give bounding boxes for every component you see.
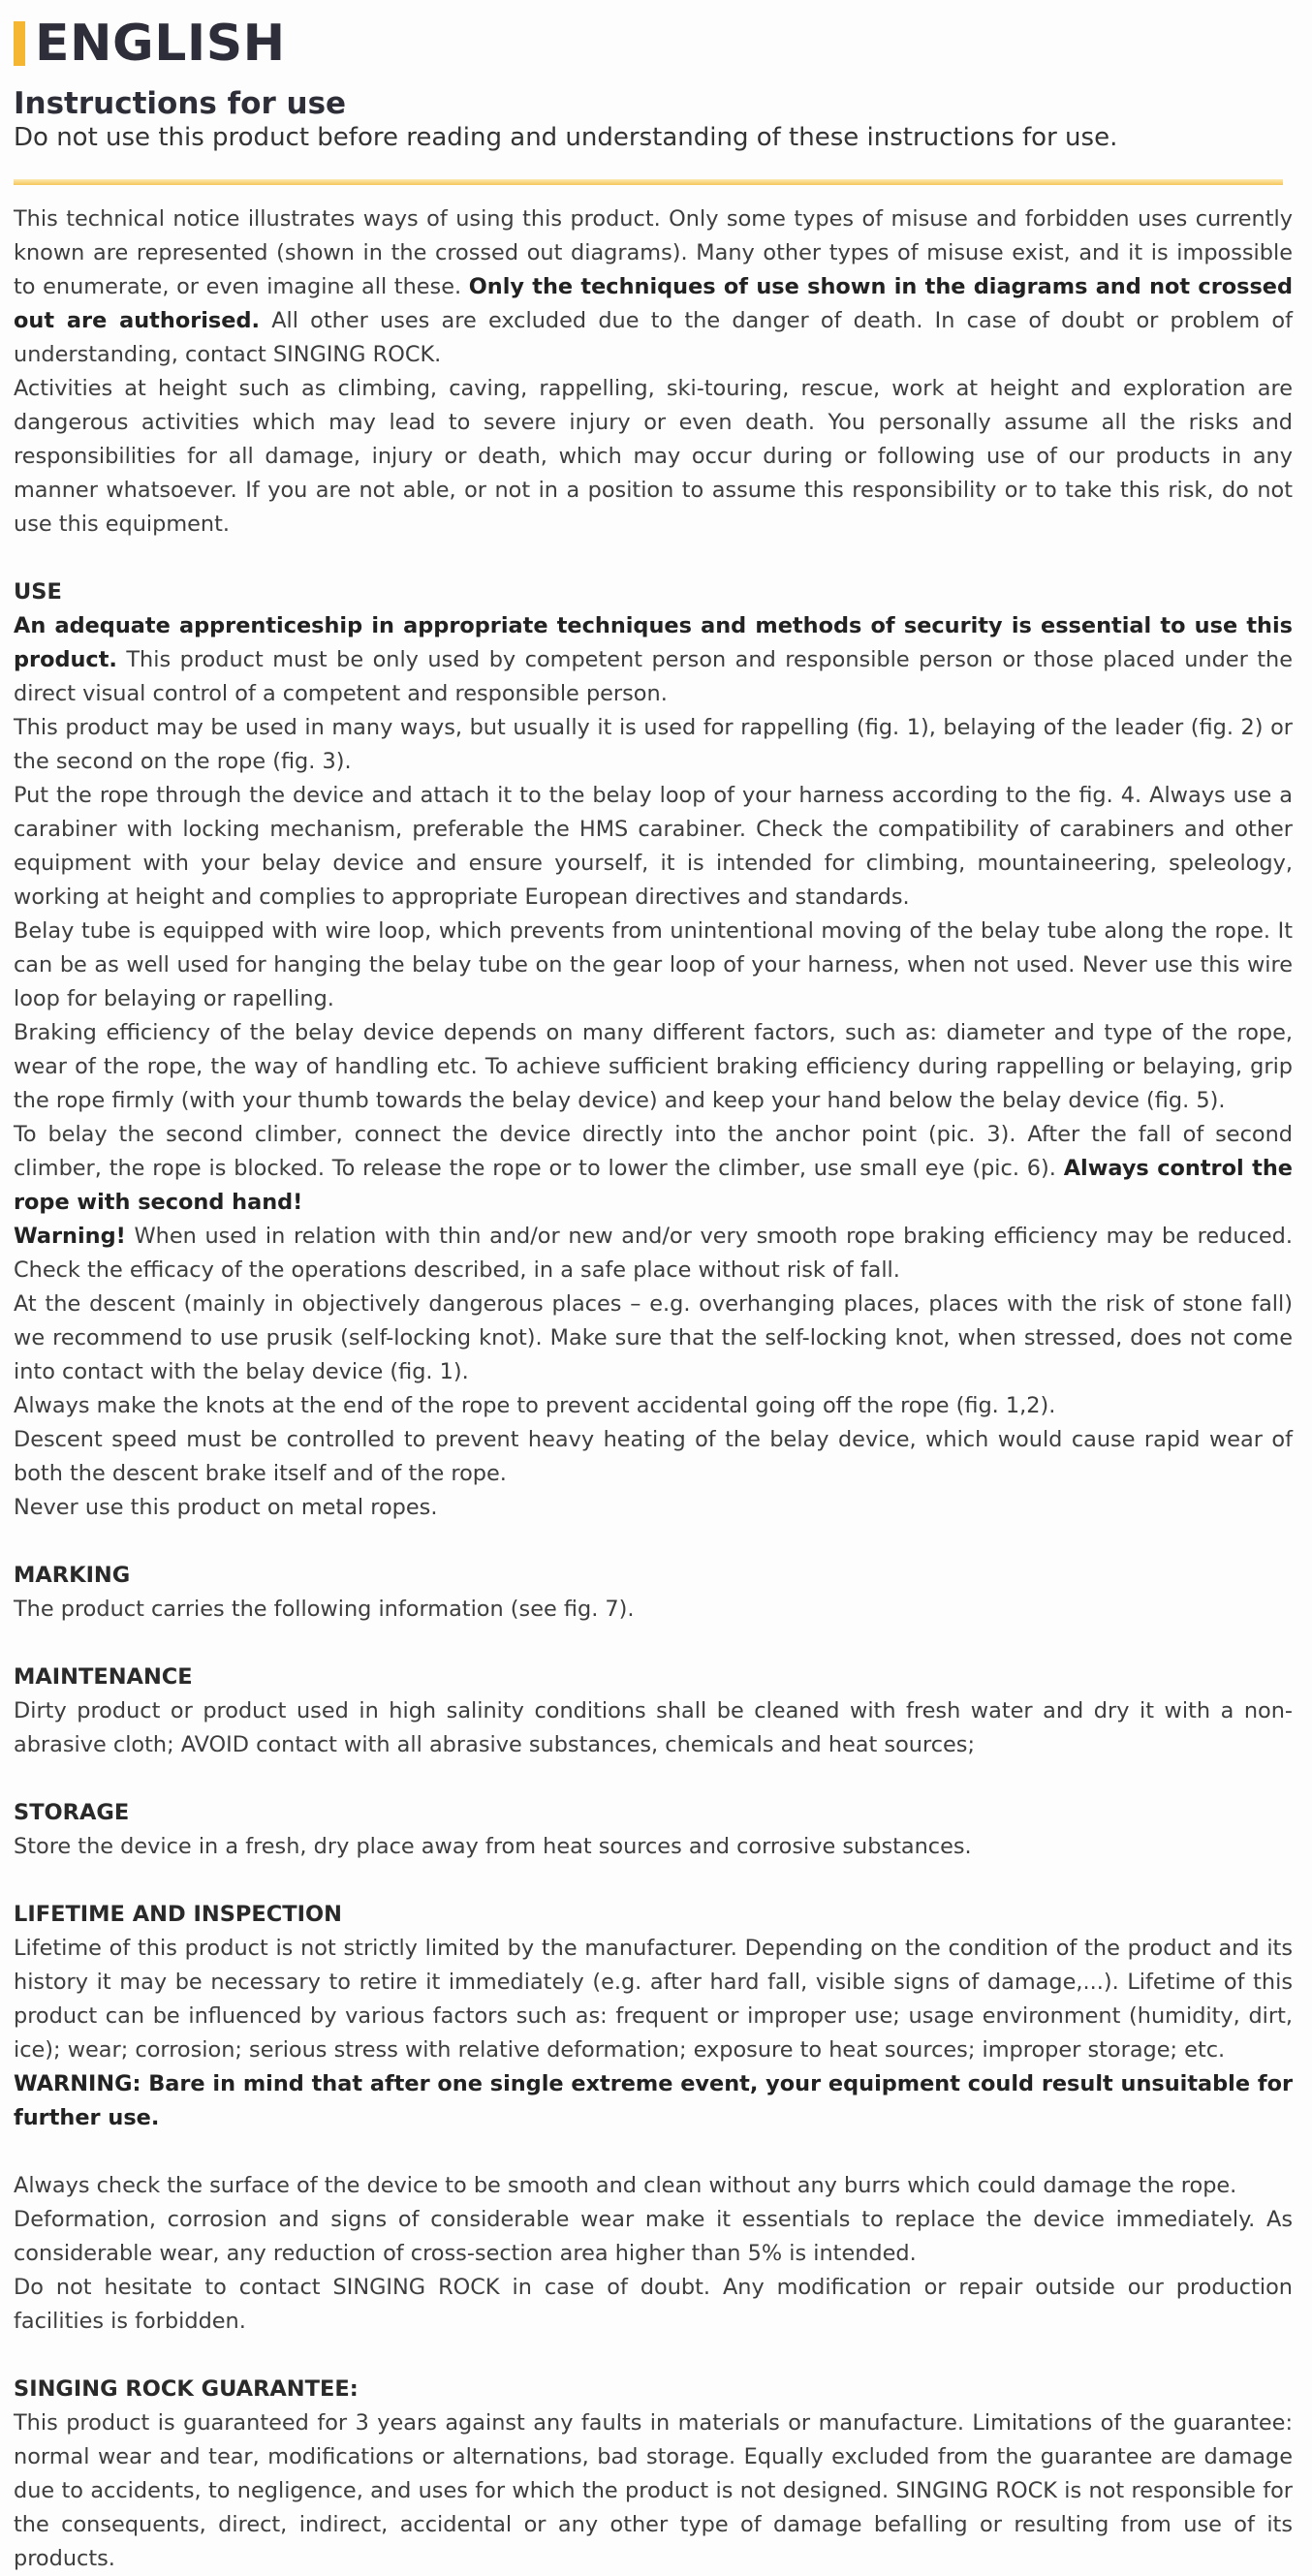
use-text-7: When used in relation with thin and/or new and/or very smooth rope braking efficiency may be reduced. Check the efficacy of the operations described, in a safe place without risk of fall. bbox=[14, 1223, 1293, 1283]
page-title: Instructions for use bbox=[14, 86, 347, 121]
guarantee-text: This product is guaranteed for 3 years against any faults in materials or manufacture. Limitations of the guarantee: normal wear and tear, modifications or alternations, bad storage. Equally excluded from the guarantee are damage due to accidents, to negligence, and uses for which the product is not designed. SINGING ROCK is not responsible for the consequents, direct, indirect, accidental or any other type of damage befalling or resulting from use of its products. bbox=[14, 2409, 1293, 2571]
intro-paragraph-2: Activities at height such as climbing, caving, rappelling, ski-touring, rescue, work at height and exploration are dangerous activities which may lead to severe injury or even death. You personally assume all the risks and responsibilities for all damage, injury or death, which may occur during or following use of our products in any manner whatsoever. If you are not able, or not in a position to assume this responsibility or to take this risk, do not use this equipment. bbox=[14, 375, 1293, 537]
lifetime-paragraph-3: Deformation, corrosion and signs of considerable wear make it essentials to replace the device immediately. As considerable wear, any reduction of cross-section area higher than 5% is intended. bbox=[14, 2206, 1293, 2266]
use-text: This product must be only used by competent person and responsible person or those placed under the direct visual control of a competent and responsible person. bbox=[14, 646, 1293, 706]
use-paragraph-1 bbox=[14, 609, 1293, 711]
storage-text: Store the device in a fresh, dry place away from heat sources and corrosive substances. bbox=[14, 1833, 972, 1859]
use-paragraph-2: This product may be used in many ways, but usually it is used for rappelling (fig. 1), belaying of the leader (fig. 2) or the second on the rope (fig. 3). bbox=[14, 714, 1293, 774]
use-paragraph-11: Never use this product on metal ropes. bbox=[14, 1494, 438, 1520]
lifetime-paragraph-1: Lifetime of this product is not strictly limited by the manufacturer. Depending on the condition of the product and its history it may be necessary to retire it immediately (e.g. after hard fall, visible signs of damage,...). Lifetime of this product can be influenced by various factors such as: frequent or improper use; usage environment (humidity, dirt, ice); wear; corrosion; serious stress with relative deformation; exposure to heat sources; improper storage; etc. bbox=[14, 1935, 1293, 2063]
use-paragraph-9: Always make the knots at the end of the rope to prevent accidental going off the rope (fig. 1,2). bbox=[14, 1392, 1056, 1418]
marking-text: The product carries the following information (see fig. 7). bbox=[14, 1596, 635, 1622]
use-paragraph-3: Put the rope through the device and attach it to the belay loop of your harness according to the fig. 4. Always use a carabiner with locking mechanism, preferable the HMS carabiner. Check the compatibility of carabiners and other equipment with your belay device and ensure yourself, it is intended for climbing, mountaineering, speleology, working at height and complies to appropriate European directives and standards. bbox=[14, 782, 1293, 910]
maintenance-text: Dirty product or product used in high salinity conditions shall be cleaned with fresh water and dry it with a non-abrasive cloth; AVOID contact with all abrasive substances, chemicals and heat sources; bbox=[14, 1697, 1293, 1757]
use-paragraph-8: At the descent (mainly in objectively dangerous places – e.g. overhanging places, places with the risk of stone fall) we recommend to use prusik (self-locking knot). Make sure that the self-locking knot, when stressed, does not come into contact with the belay device (fig. 1). bbox=[14, 1290, 1293, 1384]
intro-text-cont: All other uses are excluded due to the danger of death. In case of doubt or problem of understanding, contact SINGING ROCK. bbox=[14, 307, 1293, 367]
header-divider bbox=[14, 179, 1283, 185]
lifetime-warning-text: WARNING: Bare in mind that after one single extreme event, your equipment could result unsuitable for further use. bbox=[14, 2070, 1293, 2130]
warning-label: Warning! bbox=[14, 1223, 126, 1249]
intro-text: This technical notice illustrates ways of using this product. Only some types of misuse and forbidden uses currently known are represented (shown in the crossed out diagrams). Many other types of misuse exist, and it is impossible to enumerate, or even imagine all these. bbox=[14, 205, 1293, 299]
use-paragraph-6 bbox=[14, 1118, 1293, 1220]
document-body bbox=[14, 202, 1293, 2576]
use-paragraph-7 bbox=[14, 1220, 1293, 1288]
use-paragraph-4: Belay tube is equipped with wire loop, which prevents from unintentional moving of the belay tube along the rope. It can be as well used for hanging the belay tube on the gear loop of your harness, when not used. Never use this wire loop for belaying or rapelling. bbox=[14, 917, 1293, 1011]
lifetime-paragraph-4: Do not hesitate to contact SINGING ROCK in case of doubt. Any modification or repair outside our production facilities is forbidden. bbox=[14, 2274, 1293, 2334]
intro-paragraph-1 bbox=[14, 202, 1293, 372]
lifetime-paragraph-2: Always check the surface of the device to be smooth and clean without any burrs which could damage the rope. bbox=[14, 2172, 1237, 2198]
section-heading-guarantee: SINGING ROCK GUARANTEE: bbox=[14, 2375, 359, 2402]
section-heading-use: USE bbox=[14, 578, 62, 605]
section-heading-maintenance: MAINTENANCE bbox=[14, 1663, 193, 1690]
use-paragraph-5: Braking efficiency of the belay device depends on many different factors, such as: diameter and type of the rope, wear of the rope, the way of handling etc. To achieve sufficient braking efficiency during rappelling or belaying, grip the rope firmly (with your thumb towards the belay device) and keep your hand below the belay device (fig. 5). bbox=[14, 1019, 1293, 1113]
lifetime-warning bbox=[14, 2067, 1293, 2135]
section-heading-storage: STORAGE bbox=[14, 1799, 130, 1825]
use-emphasis: An adequate apprenticeship in appropriate techniques and methods of security is essential to use this product. bbox=[14, 612, 1293, 672]
section-heading-marking: MARKING bbox=[14, 1562, 131, 1588]
language-header bbox=[14, 14, 1293, 74]
use-paragraph-10: Descent speed must be controlled to prevent heavy heating of the belay device, which would cause rapid wear of both the descent brake itself and of the rope. bbox=[14, 1426, 1293, 1486]
intro-emphasis: Only the techniques of use shown in the diagrams and not crossed out are authorised. bbox=[14, 273, 1293, 333]
language-accent-bar bbox=[14, 21, 25, 66]
section-heading-lifetime: LIFETIME AND INSPECTION bbox=[14, 1901, 342, 1927]
use-text-6: To belay the second climber, connect the device directly into the anchor point (pic. 3). After the fall of second climber, the rope is blocked. To release the rope or to lower the climber, use small eye (pic. 6). bbox=[14, 1121, 1293, 1181]
page-subtitle: Do not use this product before reading and understanding of these instructions for use. bbox=[14, 123, 1118, 153]
use-emphasis-6: Always control the rope with second hand! bbox=[14, 1155, 1293, 1215]
instructions-page bbox=[14, 14, 1293, 2576]
language-title: ENGLISH bbox=[35, 15, 286, 73]
